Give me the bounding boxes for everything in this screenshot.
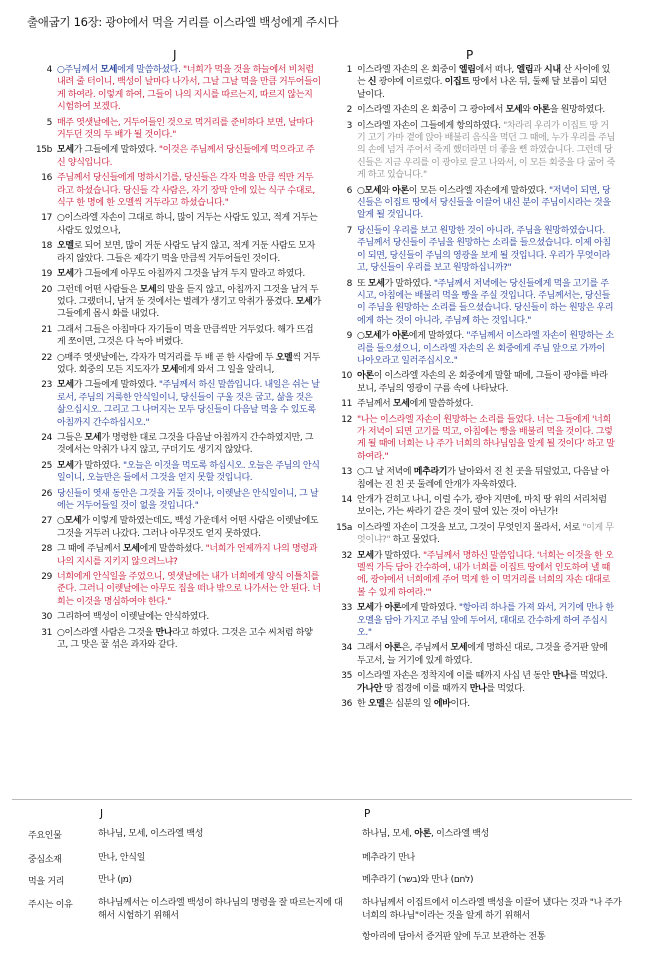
p-verse <box>331 225 615 275</box>
j-verse <box>33 324 321 349</box>
verse-number: 10 <box>341 371 352 382</box>
verse-number: 29 <box>41 572 52 583</box>
verse-number: 21 <box>41 324 52 335</box>
verse-number: 31 <box>41 627 52 638</box>
j-verse <box>33 352 321 377</box>
verse-number: 20 <box>41 284 52 295</box>
verse-number: 14 <box>341 495 352 505</box>
j-verse <box>33 627 321 652</box>
verse-number: 9 <box>346 331 352 342</box>
p-verse <box>331 414 615 464</box>
verse-text: 그들은 모세가 명령한 대로 그것을 다음날 아침까지 간수하였지만, 그것에서는 악취가 나지 않고, 구더기도 생기지 않았다. <box>57 432 314 456</box>
verse-text: 모세가 말하였다. "주님께서 명하신 말씀입니다. '너희는 이것을 한 오멜씩 가득 담아 간수하여, 내가 너희를 이집트 땅에서 인도하여 낼 때에, 광야에서 너희에게 주어 먹게 한 이 먹거리를 너희의 자손 대대로 볼 수 있게 하여라.'" <box>357 550 614 598</box>
summary-row-label: 중심소재 <box>28 855 62 865</box>
p-verse <box>331 120 615 182</box>
verse-text: ○모세와 아론이 모든 이스라엘 자손에게 말하였다. "저녁이 되면, 당신들은 이집트 땅에서 당신들을 이끌어 내신 분이 주님이시라는 것을 알게 될 것입니다. <box>357 185 611 221</box>
summary-p-cell: 메추라기 만나 <box>362 853 415 863</box>
verse-text: 이스라엘 자손의 온 회중이 엘림에서 떠나, 엘림과 시내 산 사이에 있는 신 광야에 이르렀다. 이집트 땅에서 나온 뒤, 둘째 달 보름이 되던 날이다. <box>357 65 610 100</box>
verse-text: 당신들이 엿새 동안은 그것을 거둘 것이나, 이렛날은 안식일이니, 그 날에는 거두어들일 것이 없을 것입니다." <box>57 488 319 511</box>
verse-number: 24 <box>41 432 52 443</box>
verse-number: 30 <box>41 612 52 623</box>
verse-text: ○그 날 저녁에 메추라기가 날아와서 진 친 곳을 뒤덮었고, 다음날 아침에는 진 친 곳 둘레에 안개가 자욱하였다. <box>357 467 610 490</box>
verse-text: 그런데 어떤 사람들은 모세의 말을 듣지 않고, 아침까지 그것을 남겨 두었다. 그랬더니, 남겨 둔 것에서는 벌레가 생기고 악취가 풍겼다. 모세가 그들에게 몹시 화를 내었다. <box>57 284 321 320</box>
verse-text: 모세가 말하였다. "오늘은 이것을 먹도록 하십시오. 오늘은 주님의 안식일이니, 오늘만은 들에서 그것을 얻지 못할 것입니다. <box>57 460 320 484</box>
verse-number: 5 <box>46 117 52 128</box>
j-verse <box>33 212 321 237</box>
verse-text: 안개가 걷히고 나니, 이럴 수가, 광야 지면에, 마치 땅 위의 서리처럼 보이는, 가는 싸라기 같은 것이 덮여 있는 것이 아닌가! <box>357 495 607 518</box>
j-verse <box>33 284 321 321</box>
p-verse <box>331 550 615 600</box>
p-verse <box>331 602 615 639</box>
p-verse <box>331 642 615 667</box>
summary-row-label: 주시는 이유 <box>28 900 73 910</box>
p-verse <box>331 522 615 547</box>
verse-text: ○이스라엘 자손이 그대로 하니, 많이 거두는 사람도 있고, 적게 거두는 사람도 있었으나, <box>57 213 318 236</box>
j-verse <box>33 64 321 114</box>
summary-header-j: J <box>100 808 103 820</box>
verse-text: 모세가 그들에게 말하였다. "주님께서 하신 말씀입니다. 내일은 쉬는 날로서, 주님의 거룩한 안식일이니, 당신들이 구울 것은 굽고, 삶을 것은 삶으십시오. 그리고 그 나머지는 모두 당신들이 다음날 먹을 수 있도록 아침까지 간수하십시오." <box>57 380 320 428</box>
verse-number: 17 <box>41 213 52 224</box>
j-verse <box>33 144 321 169</box>
p-verse <box>331 330 615 367</box>
j-verse <box>33 611 321 623</box>
summary-p-cell: 하나님, 모세, 아론, 이스라엘 백성 <box>362 829 490 839</box>
summary-p-cell: 메추라기 (בשר)와 만나 (לחם) <box>362 875 474 885</box>
verse-number: 19 <box>41 269 52 280</box>
verse-number: 22 <box>41 352 52 363</box>
verse-text: 주님께서 당신들에게 명하시기를, 당신들은 각자 먹을 만큼 씩만 거두라고 하셨습니다. 당신들 각 사람은, 자기 장막 안에 있는 식구 수대로, 식구 한 명에 한 오멜씩 거두라고 하셨습니다." <box>57 173 315 209</box>
verse-text: 이스라엘 자손의 온 회중이 그 광야에서 모세와 아론을 원망하였다. <box>357 105 605 116</box>
summary-row-label: 주요인물 <box>28 831 62 841</box>
p-verse <box>331 466 615 491</box>
verse-number: 23 <box>41 380 52 391</box>
summary-j-cell: 만나 (מן) <box>98 875 132 885</box>
section-divider <box>12 799 632 800</box>
column-header-j: J <box>173 48 177 62</box>
verse-number: 6 <box>346 185 352 196</box>
summary-row-label: 먹을 거리 <box>28 877 65 887</box>
verse-number: 26 <box>41 488 52 499</box>
j-verse <box>33 240 321 265</box>
verse-number: 15a <box>336 522 352 533</box>
verse-number: 35 <box>341 671 352 682</box>
verse-text: 너희에게 안식일을 주었으니, 엿샛날에는 내가 너희에게 양식 이틀치를 준다. 그러니 이렛날에는 아무도 집을 떠나 밖으로 나가서는 안 된다. 너희는 이것을 명심하여야 한다." <box>57 572 321 607</box>
p-source-column <box>331 64 615 714</box>
verse-text: 아론이 이스라엘 자손의 온 회중에게 말할 때에, 그들이 광야를 바라보니, 주님의 영광이 구름 속에 나타났다. <box>357 371 608 394</box>
p-verse <box>331 670 615 695</box>
p-verse <box>331 185 615 222</box>
verse-text: 모세가 그들에게 말하였다. "이것은 주님께서 당신들에게 먹으라고 주신 양식입니다. <box>57 145 315 168</box>
verse-text: 모세가 아론에게 말하였다. "항아리 하나를 가져 와서, 거기에 만나 한 오멜을 담아 가지고 주님 앞에 두어서, 대대로 간수하게 하여 주십시오." <box>357 603 614 639</box>
verse-number: 12 <box>341 414 352 425</box>
summary-p-cell: 항아리에 담아서 증거판 앞에 두고 보관하는 전통 <box>362 932 546 942</box>
summary-j-cell: 하나님, 모세, 이스라엘 백성 <box>98 829 204 839</box>
verse-number: 7 <box>346 225 352 236</box>
summary-j-cell: 만나, 안식일 <box>98 853 146 863</box>
p-verse <box>331 104 615 116</box>
p-verse <box>331 278 615 328</box>
verse-number: 33 <box>341 603 352 614</box>
verse-number: 25 <box>41 460 52 471</box>
verse-text: ○주님께서 모세에게 말씀하셨다. "너희가 먹을 것을 하늘에서 비처럼 내려 줄 터이니, 백성이 날마다 나가서, 그날 그날 먹을 만큼 거두어들이게 하여라. 이렇게 하여, 그들이 나의 지시를 따르는지, 따르지 않는지 시험하여 보겠다. <box>57 65 321 113</box>
j-source-column <box>33 64 321 654</box>
verse-number: 15b <box>35 145 52 156</box>
j-verse <box>33 543 321 568</box>
j-verse <box>33 268 321 280</box>
p-verse <box>331 64 615 101</box>
verse-text: "나는 이스라엘 자손이 원망하는 소리를 들었다. 너는 그들에게 '너희가 저녁이 되면 고기를 먹고, 아침에는 빵을 배불리 먹을 것이다. 그렇게 될 때에 너희는 나 주가 너희의 하나님임을 알게 될 것이다' 하고 말하여라." <box>357 414 615 462</box>
verse-text: 매주 엿샛날에는, 거두어들인 것으로 먹거리를 준비하다 보면, 날마다 거두던 것의 두 배가 될 것이다." <box>57 117 314 141</box>
verse-text: 그 때에 주님께서 모세에게 말씀하셨다. "너희가 언제까지 나의 명령과 나의 지시를 지키지 않으려느냐? <box>57 544 318 567</box>
p-verse <box>331 494 615 519</box>
p-verse <box>331 370 615 395</box>
verse-number: 2 <box>346 105 352 116</box>
column-header-p: P <box>466 48 474 62</box>
verse-text: 주님께서 모세에게 말씀하셨다. <box>357 399 474 410</box>
verse-text: 한 오멜은 십분의 일 에바이다. <box>357 699 470 710</box>
p-verse <box>331 698 615 710</box>
verse-text: ○모세가 이렇게 말하였는데도, 백성 가운데서 어떤 사람은 이렛날에도 그것을 거두러 나갔다. 그러나 아무것도 얻지 못하였다. <box>57 516 319 539</box>
j-verse <box>33 172 321 209</box>
verse-text: 이스라엘 자손이 그들에게 항의하였다. "차라리 우리가 이집트 땅 거기 고기 가마 곁에 앉아 배불리 음식을 먹던 그 때에, 누가 우리를 주님의 손에 넘겨 주어서 죽게 했더라면 더 좋을 뻔 하였습니다. 그런데 당신들은 지금 우리를 이 광야로 끌고 나와서, 이 모든 회중을 다 굶어 죽게 하고 있습니다." <box>357 120 615 181</box>
verse-text: ○이스라엘 사람은 그것을 만나라고 하였다. 그것은 고수 씨처럼 하얗고, 그 맛은 꿀 섞은 과자와 같다. <box>57 627 313 651</box>
verse-number: 11 <box>341 399 352 410</box>
verse-number: 8 <box>346 278 352 289</box>
verse-number: 36 <box>341 699 352 710</box>
verse-number: 16 <box>41 173 52 184</box>
verse-number: 32 <box>341 550 352 561</box>
verse-text: 이스라엘 자손이 그것을 보고, 그것이 무엇인지 몰라서, 서로 "이게 무엇이냐?" 하고 물었다. <box>357 522 614 546</box>
verse-text: 또 모세가 말하였다. "주님께서 저녁에는 당신들에게 먹을 고기를 주시고, 아침에는 배불리 먹을 빵을 주실 것입니다. 주님께서는, 당신들이 주님을 원망하는 소리를 들으셨습니다. 당신들이 하는 원망은 우리에게 하는 것이 아니라, 주님께 하는 것입니다." <box>357 278 614 326</box>
verse-text: 그래서 아론은, 주님께서 모세에게 명하신 대로, 그것을 증거판 앞에 두고서, 늘 거기에 있게 하였다. <box>357 643 608 666</box>
summary-j-cell: 하나님께서는 이스라엘 백성이 하나님의 명령을 잘 따르는지에 대해서 시험하기 위해서 <box>98 898 343 921</box>
verse-number: 27 <box>41 516 52 527</box>
verse-text: 그리하여 백성이 이렛날에는 안식하였다. <box>57 612 209 623</box>
j-verse <box>33 460 321 485</box>
verse-text: ○매주 엿샛날에는, 각자가 먹거리를 두 배 곧 한 사람에 두 오멜씩 거두었다. 회중의 모든 지도자가 모세에게 와서 그 일을 알리니, <box>57 352 320 375</box>
verse-number: 34 <box>341 643 352 654</box>
j-verse <box>33 432 321 457</box>
verse-number: 3 <box>346 120 352 131</box>
verse-text: 오멜로 되어 보면, 많이 거둔 사람도 남지 않고, 적게 거둔 사람도 모자라지 않았다. 그들은 제각기 먹을 만큼씩 거두어들인 것이다. <box>57 241 315 264</box>
j-verse <box>33 488 321 513</box>
verse-text: 그래서 그들은 아침마다 자기들이 먹을 만큼씩만 거두었다. 해가 뜨겁게 쪼이면, 그것은 다 녹아 버렸다. <box>57 324 314 348</box>
verse-text: 모세가 그들에게 아무도 아침까지 그것을 남겨 두지 말라고 하였다. <box>57 269 305 280</box>
verse-number: 1 <box>346 65 352 75</box>
summary-p-cell: 하나님께서 이집트에서 이스라엘 백성을 이끌어 냈다는 것과 "나 주가 너희의 하나님"이라는 것을 알게 하기 위해서 <box>362 898 622 921</box>
verse-text: 이스라엘 자손은 정착지에 이를 때까지 사십 년 동안 만나를 먹었다. 가나안 땅 접경에 이를 때까지 만나를 먹었다. <box>357 671 608 694</box>
verse-number: 13 <box>341 467 352 478</box>
verse-number: 4 <box>46 65 52 75</box>
summary-header-p: P <box>364 808 371 820</box>
j-verse <box>33 571 321 608</box>
j-verse <box>33 117 321 142</box>
p-verse <box>331 398 615 410</box>
j-verse <box>33 379 321 429</box>
verse-text: ○모세가 아론에게 말하였다. "주님께서 이스라엘 자손이 원망하는 소리를 들으셨으니, 이스라엘 자손의 온 회중에게 주님 앞으로 가까이 나아오라고 일러주십시오." <box>357 331 614 366</box>
page-title: 출애굽기 16장: 광야에서 먹을 거리를 이스라엘 백성에게 주시다 <box>27 15 339 29</box>
verse-number: 18 <box>41 241 52 252</box>
verse-number: 28 <box>41 544 52 555</box>
j-verse <box>33 515 321 540</box>
verse-text: 당신들이 우리를 보고 원망한 것이 아니라, 주님을 원망하였습니다. 주님께서 당신들이 주님을 원망하는 소리를 들으셨습니다. 이제 아침이 되면, 당신들이 주님의 영광을 보게 될 것입니다. 우리가 무엇이라고, 당신들이 우리를 보고 원망하십니까?" <box>357 225 611 274</box>
